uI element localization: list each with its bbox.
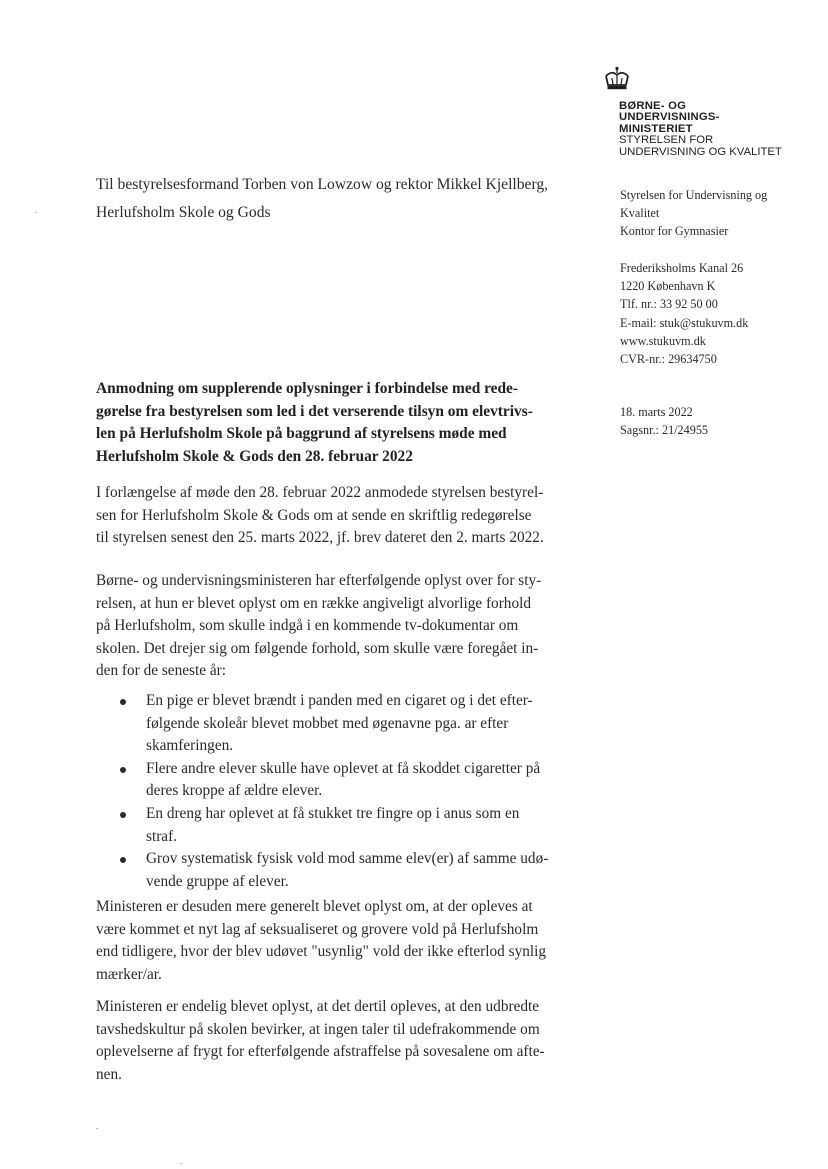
ministry-name <box>619 101 782 158</box>
sender-office <box>620 186 767 241</box>
list-item-line: skamferingen. <box>146 737 234 755</box>
paragraph-line: den for de seneste år: <box>96 662 226 680</box>
paragraph-line: end tidligere, hvor der blev udøvet "usynlig" vold der ikke efterlod synlig <box>96 943 547 961</box>
bullet-icon <box>120 812 126 818</box>
bullet-icon <box>120 857 126 863</box>
list-item-line: En dreng har oplevet at få stukket tre fingre op i anus som en <box>146 804 520 822</box>
paragraph-line: relsen, at hun er blevet oplyst om en række angiveligt alvorlige forhold <box>96 594 531 612</box>
paragraph-line: sen for Herlufsholm Skole & Gods om at sende en skriftlig redegørelse <box>96 506 532 524</box>
letter-subject <box>96 378 566 468</box>
list-item <box>96 848 566 893</box>
paragraph-line: på Herlufsholm, som skulle indgå i en kommende tv-dokumentar om <box>96 617 519 635</box>
addressee-line: Herlufsholm Skole og Gods <box>96 204 271 221</box>
ministry-name-line: MINISTERIET <box>619 122 693 135</box>
addressee <box>96 171 548 227</box>
list-item-line: Flere andre elever skulle have oplevet at få skoddet cigaretter på <box>146 759 541 777</box>
subject-line: len på Herlufsholm Skole på baggrund af styrelsens møde med <box>96 425 507 443</box>
sender-phone: Tlf. nr.: 33 92 50 00 <box>620 297 718 312</box>
list-item-line: straf. <box>146 827 178 845</box>
sender-cvr: CVR-nr.: 29634750 <box>620 352 717 367</box>
paragraph-3 <box>96 896 566 986</box>
paragraph-line: være kommet et nyt lag af seksualiseret og grovere vold på Herlufsholm <box>96 920 539 938</box>
ministry-name-line: UNDERVISNINGS- <box>619 111 720 124</box>
paragraph-2 <box>96 570 566 683</box>
addressee-line: Til bestyrelsesformand Torben von Lowzow og rektor Mikkel Kjellberg, <box>96 176 549 193</box>
paragraph-line: Ministeren er desuden mere generelt blevet oplyst om, at der opleves at <box>96 898 533 915</box>
list-item <box>96 803 566 848</box>
sender-city: 1220 København K <box>620 279 716 294</box>
agency-name-line: STYRELSEN FOR <box>619 134 714 147</box>
sender-address <box>620 259 748 368</box>
list-item <box>96 758 566 803</box>
sender-office-line: Kontor for Gymnasier <box>620 224 729 239</box>
paragraph-line: nen. <box>96 1065 122 1083</box>
date-and-reference <box>620 403 708 439</box>
agency-name-line: UNDERVISNING OG KVALITET <box>619 145 782 158</box>
sender-office-line: Kvalitet <box>620 206 660 221</box>
paragraph-line: mærker/ar. <box>96 965 162 983</box>
paragraph-line: til styrelsen senest den 25. marts 2022, jf. brev dateret den 2. marts 2022. <box>96 529 544 547</box>
list-item-line: En pige er blevet brændt i panden med en cigaret og i det efter- <box>146 692 533 709</box>
subject-line: Herlufsholm Skole & Gods den 28. februar 2022 <box>96 447 413 465</box>
case-number: Sagsnr.: 21/24955 <box>620 423 709 438</box>
list-item-line: Grov systematisk fysisk vold mod samme elev(er) af samme udø- <box>146 850 549 868</box>
bullet-icon <box>120 699 126 705</box>
sender-email: E-mail: stuk@stukuvm.dk <box>620 315 749 330</box>
scan-speck <box>96 1128 98 1129</box>
paragraph-line: skolen. Det drejer sig om følgende forhold, som skulle være foregået in- <box>96 639 539 657</box>
allegation-list <box>96 690 566 893</box>
subject-line: Anmodning om supplerende oplysninger i forbindelse med rede- <box>96 380 519 397</box>
subject-line: gørelse fra bestyrelsen som led i det verserende tilsyn om elevtrivs- <box>96 402 533 420</box>
paragraph-1 <box>96 482 566 550</box>
letter-date: 18. marts 2022 <box>620 405 693 419</box>
list-item-line: følgende skoleår blevet mobbet med øgenavne pga. ar efter <box>146 714 509 732</box>
crown-icon <box>602 66 632 92</box>
paragraph-line: tavshedskultur på skolen bevirker, at ingen taler til udefrakommende om <box>96 1020 540 1038</box>
list-item <box>96 690 566 758</box>
sender-website: www.stukuvm.dk <box>620 333 706 348</box>
paragraph-line: Børne- og undervisningsministeren har efterfølgende oplyst over for sty- <box>96 572 542 589</box>
scan-speck <box>180 1163 182 1164</box>
bullet-icon <box>120 767 126 773</box>
paragraph-4 <box>96 996 566 1086</box>
paragraph-line: oplevelserne af frygt for efterfølgende afstraffelse på sovesalene om afte- <box>96 1043 545 1061</box>
sender-street: Frederiksholms Kanal 26 <box>620 261 744 275</box>
paragraph-line: I forlængelse af møde den 28. februar 2022 anmodede styrelsen bestyrel- <box>96 484 544 501</box>
list-item-line: deres kroppe af ældre elever. <box>146 782 323 800</box>
scan-speck <box>35 212 37 213</box>
ministry-name-line: BØRNE- OG <box>619 100 687 112</box>
sender-office-line: Styrelsen for Undervisning og <box>620 188 768 202</box>
list-item-line: vende gruppe af elever. <box>146 872 289 890</box>
paragraph-line: Ministeren er endelig blevet oplyst, at det dertil opleves, at den udbredte <box>96 998 540 1015</box>
